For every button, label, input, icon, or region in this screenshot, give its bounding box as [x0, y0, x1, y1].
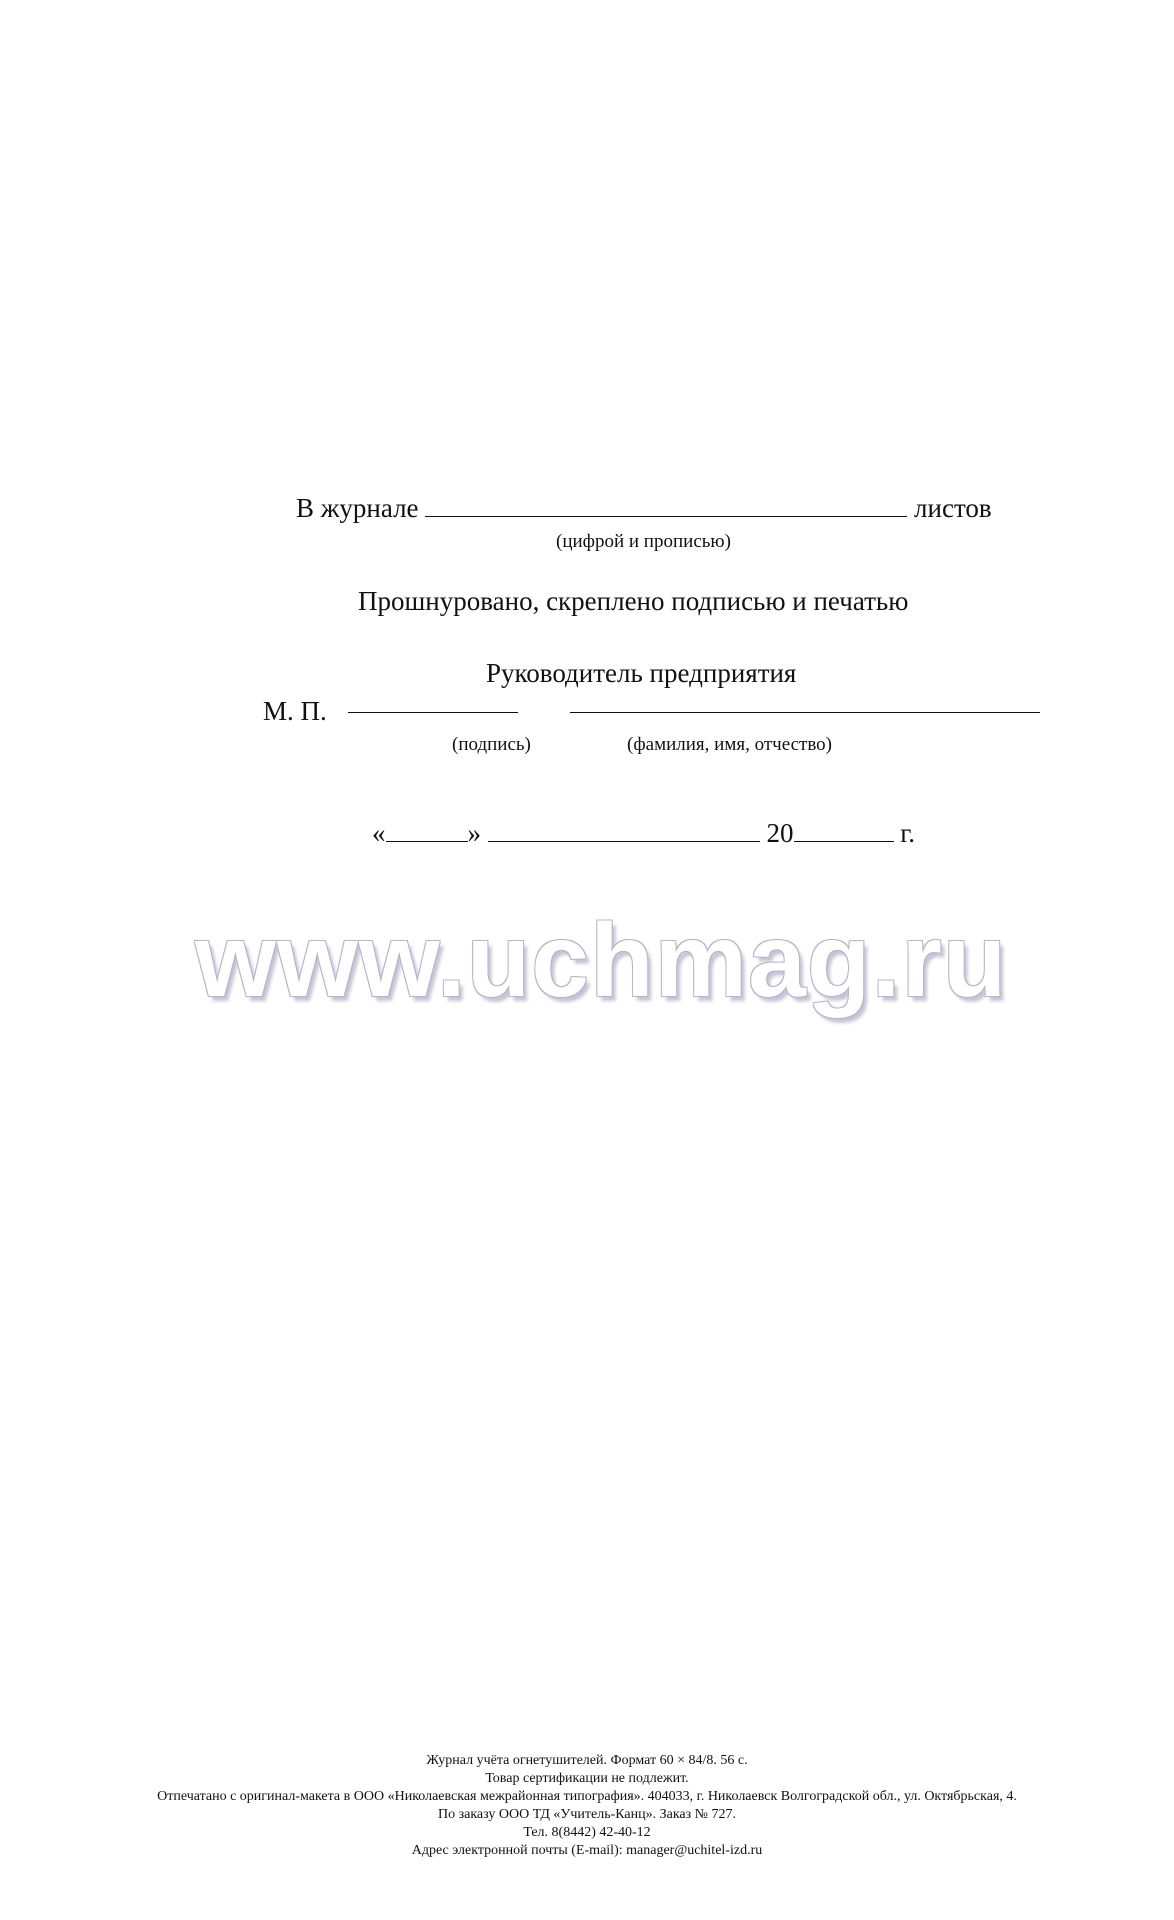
- date-year-prefix: 20: [766, 818, 794, 848]
- imprint-line: Адрес электронной почты (E-mail): manager@uchitel-izd.ru: [411, 1843, 763, 1858]
- imprint-line: Отпечатано с оригинал-макета в ООО «Николаевская межрайонная типография». 404033, г. Николаевск Волгоградской обл., ул. Октябрьская, 4.: [157, 1789, 1017, 1804]
- imprint-line: Журнал учёта огнетушителей. Формат 60 × 84/8. 56 с.: [426, 1753, 748, 1768]
- full-name-field[interactable]: [570, 712, 1040, 713]
- imprint-line: Товар сертификации не подлежит.: [485, 1771, 689, 1786]
- journal-suffix-label: листов: [914, 493, 992, 523]
- date-year-suffix: г.: [900, 818, 916, 848]
- date-year-field[interactable]: [794, 817, 894, 842]
- journal-sheets-line: [296, 492, 992, 524]
- date-close-quote: »: [467, 818, 481, 848]
- imprint-footer: [0, 1752, 1174, 1860]
- imprint-line: По заказу ООО ТД «Учитель-Канц». Заказ № 727.: [437, 1807, 737, 1822]
- date-day-field[interactable]: [386, 817, 468, 842]
- watermark: www.uchmag.ru: [195, 903, 1008, 1019]
- journal-prefix-label: В журнале: [296, 493, 419, 523]
- name-hint: (фамилия, имя, отчество): [627, 734, 833, 755]
- date-line: [372, 817, 915, 849]
- head-title: Руководитель предприятия: [486, 658, 797, 688]
- signature-field[interactable]: [348, 712, 518, 713]
- journal-hint: (цифрой и прописью): [556, 531, 731, 552]
- sheets-count-field[interactable]: [425, 492, 907, 517]
- date-month-field[interactable]: [488, 817, 760, 842]
- date-open-quote: «: [372, 818, 386, 848]
- signature-hint: (подпись): [452, 734, 531, 755]
- imprint-line: Тел. 8(8442) 42-40-12: [523, 1825, 651, 1840]
- certification-text: Прошнуровано, скреплено подписью и печатью: [358, 586, 909, 616]
- stamp-label: М. П.: [263, 696, 327, 726]
